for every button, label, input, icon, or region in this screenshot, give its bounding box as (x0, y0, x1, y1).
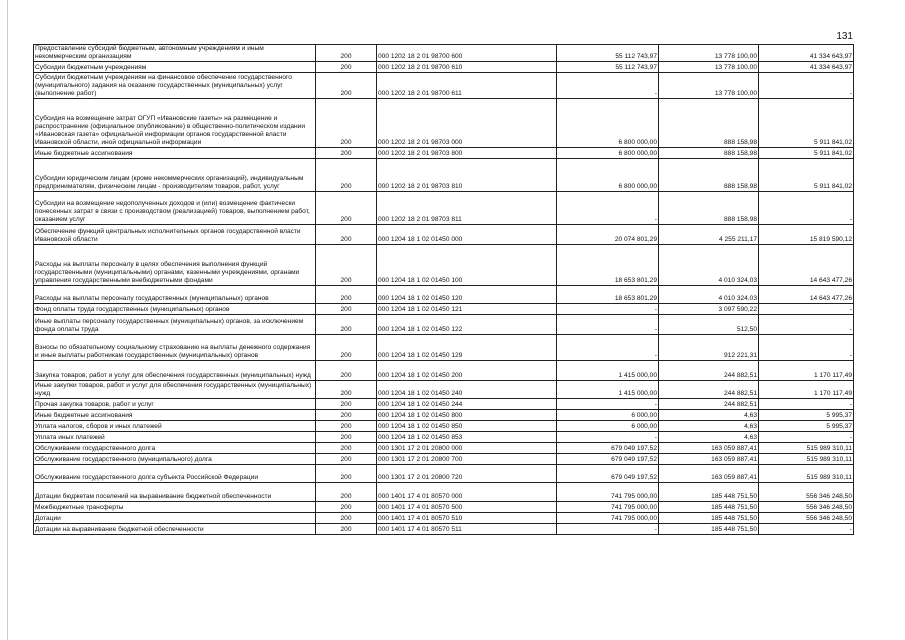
row-name: Обслуживание государственного (муниципального) долга (34, 454, 316, 465)
row-approved: 18 653 801,29 (557, 286, 659, 304)
row-approved: 741 795 000,00 (557, 483, 659, 502)
row-approved: 6 000,00 (557, 421, 659, 432)
table-row (34, 245, 854, 286)
table-row (34, 513, 854, 524)
row-executed: 13 778 100,00 (659, 62, 759, 73)
table-row (34, 524, 854, 535)
table-row (34, 192, 854, 225)
row-budget-code: 000 1401 17 4 01 80570 510 (377, 513, 557, 524)
row-name: Субсидия на возмещение затрат ОГУП «Ивановские газеты» на размещение и распространение (официальное опубликование) в общественно-политическом издании «Ивановская газета» официальной информации органов государственной власти Ивановской области, иной официальной информации (34, 99, 316, 148)
row-name: Предоставление субсидий бюджетным, автономным учреждениям и иным некоммерческим организациям (34, 45, 316, 62)
row-admin-code: 200 (316, 148, 377, 159)
table-row (34, 315, 854, 335)
row-approved: - (557, 335, 659, 361)
row-remaining: 515 989 310,11 (759, 454, 854, 465)
row-executed: 13 778 100,00 (659, 45, 759, 62)
row-name: Дотации бюджетам поселений на выравнивание бюджетной обеспеченности (34, 483, 316, 502)
row-name: Иные выплаты персоналу государственных (муниципальных) органов, за исключением фонда оплаты труда (34, 315, 316, 335)
page-margin-line (7, 0, 8, 640)
row-remaining: 5 911 841,02 (759, 99, 854, 148)
table-row (34, 381, 854, 399)
row-executed: 185 448 751,50 (659, 483, 759, 502)
row-name: Обслуживание государственного долга (34, 443, 316, 454)
row-budget-code: 000 1401 17 4 01 80570 000 (377, 483, 557, 502)
row-executed: 888 158,98 (659, 148, 759, 159)
row-approved: 55 112 743,97 (557, 62, 659, 73)
table-row (34, 502, 854, 513)
row-remaining: 41 334 643,97 (759, 45, 854, 62)
row-remaining: - (759, 432, 854, 443)
row-executed: 185 448 751,50 (659, 502, 759, 513)
table-row (34, 410, 854, 421)
row-approved: 6 000,00 (557, 410, 659, 421)
row-remaining: - (759, 315, 854, 335)
table-row (34, 45, 854, 62)
row-name: Взносы по обязательному социальному страхованию на выплаты денежного содержания и иные выплаты работникам государственных (муниципальных) органов (34, 335, 316, 361)
table-row (34, 483, 854, 502)
row-admin-code: 200 (316, 99, 377, 148)
row-admin-code: 200 (316, 513, 377, 524)
row-name: Уплата налогов, сборов и иных платежей (34, 421, 316, 432)
row-approved: 6 800 000,00 (557, 159, 659, 192)
row-budget-code: 000 1204 18 1 02 01450 200 (377, 361, 557, 381)
row-executed: 3 097 590,22 (659, 304, 759, 315)
table-row (34, 454, 854, 465)
table-row (34, 432, 854, 443)
row-approved: 1 415 000,00 (557, 381, 659, 399)
row-admin-code: 200 (316, 73, 377, 99)
row-remaining: 41 334 643,97 (759, 62, 854, 73)
table-row (34, 99, 854, 148)
row-name: Иные бюджетные ассигнования (34, 148, 316, 159)
row-admin-code: 200 (316, 524, 377, 535)
row-budget-code: 000 1204 18 1 02 01450 120 (377, 286, 557, 304)
row-remaining: 556 346 248,50 (759, 483, 854, 502)
row-executed: 185 448 751,50 (659, 524, 759, 535)
row-remaining: 1 170 117,49 (759, 361, 854, 381)
row-remaining: 556 346 248,50 (759, 513, 854, 524)
table-row (34, 399, 854, 410)
row-budget-code: 000 1204 18 1 02 01450 800 (377, 410, 557, 421)
row-remaining: 15 819 590,12 (759, 225, 854, 245)
row-admin-code: 200 (316, 192, 377, 225)
row-approved: - (557, 399, 659, 410)
row-name: Фонд оплаты труда государственных (муниципальных) органов (34, 304, 316, 315)
row-admin-code: 200 (316, 62, 377, 73)
row-approved: 741 795 000,00 (557, 502, 659, 513)
row-budget-code: 000 1204 18 1 02 01450 853 (377, 432, 557, 443)
row-name: Дотации на выравнивание бюджетной обеспеченности (34, 524, 316, 535)
row-name: Расходы на выплаты персоналу в целях обеспечения выполнения функций государственными (муниципальными) органами, казенными учреждениями, органами управления государственными внебюджетными фондами (34, 245, 316, 286)
row-budget-code: 000 1204 18 1 02 01450 100 (377, 245, 557, 286)
row-budget-code: 000 1204 18 1 02 01450 850 (377, 421, 557, 432)
table-body (34, 45, 854, 535)
row-name: Закупка товаров, работ и услуг для обеспечения государственных (муниципальных) нужд (34, 361, 316, 381)
row-name: Дотации (34, 513, 316, 524)
row-executed: 512,50 (659, 315, 759, 335)
row-executed: 163 059 887,41 (659, 454, 759, 465)
row-approved: 741 795 000,00 (557, 513, 659, 524)
row-name: Обслуживание государственного долга субъекта Российской Федерации (34, 465, 316, 483)
row-executed: 244 882,51 (659, 399, 759, 410)
row-approved: - (557, 432, 659, 443)
row-admin-code: 200 (316, 45, 377, 62)
row-remaining: 515 989 310,11 (759, 465, 854, 483)
row-remaining: 5 995,37 (759, 410, 854, 421)
row-admin-code: 200 (316, 245, 377, 286)
row-approved: 55 112 743,97 (557, 45, 659, 62)
row-budget-code: 000 1204 18 1 02 01450 244 (377, 399, 557, 410)
row-admin-code: 200 (316, 361, 377, 381)
row-remaining: 1 170 117,49 (759, 381, 854, 399)
table-row (34, 286, 854, 304)
table-row (34, 421, 854, 432)
table-row (34, 335, 854, 361)
row-budget-code: 000 1202 18 2 01 98700 611 (377, 73, 557, 99)
row-budget-code: 000 1204 18 1 02 01450 240 (377, 381, 557, 399)
row-name: Прочая закупка товаров, работ и услуг (34, 399, 316, 410)
row-budget-code: 000 1301 17 2 01 20800 720 (377, 465, 557, 483)
row-admin-code: 200 (316, 454, 377, 465)
row-remaining: 556 346 248,50 (759, 502, 854, 513)
row-executed: 4,63 (659, 421, 759, 432)
row-admin-code: 200 (316, 443, 377, 454)
row-budget-code: 000 1204 18 1 02 01450 129 (377, 335, 557, 361)
row-budget-code: 000 1301 17 2 01 20800 700 (377, 454, 557, 465)
table-row (34, 62, 854, 73)
row-executed: 244 882,51 (659, 361, 759, 381)
row-approved: 679 049 197,52 (557, 443, 659, 454)
row-budget-code: 000 1202 18 2 01 98700 610 (377, 62, 557, 73)
row-budget-code: 000 1202 18 2 01 98700 600 (377, 45, 557, 62)
row-admin-code: 200 (316, 465, 377, 483)
row-admin-code: 200 (316, 399, 377, 410)
row-approved: 20 074 801,29 (557, 225, 659, 245)
row-name: Расходы на выплаты персоналу государственных (муниципальных) органов (34, 286, 316, 304)
row-executed: 912 221,31 (659, 335, 759, 361)
row-executed: 163 059 887,41 (659, 443, 759, 454)
budget-execution-table (33, 44, 854, 535)
row-approved: 1 415 000,00 (557, 361, 659, 381)
row-remaining: 14 643 477,26 (759, 286, 854, 304)
row-admin-code: 200 (316, 304, 377, 315)
row-approved: 18 653 801,29 (557, 245, 659, 286)
row-name: Субсидии бюджетным учреждениям (34, 62, 316, 73)
row-approved: 6 800 000,00 (557, 99, 659, 148)
page-number: 131 (836, 31, 853, 42)
row-name: Обеспечение функций центральных исполнительных органов государственной власти Ивановской области (34, 225, 316, 245)
table-row (34, 159, 854, 192)
row-approved: - (557, 192, 659, 225)
row-admin-code: 200 (316, 381, 377, 399)
row-remaining: 5 995,37 (759, 421, 854, 432)
row-name: Субсидии юридическим лицам (кроме некоммерческих организаций), индивидуальным предпринимателям, физическим лицам - производителям товаров, работ, услуг (34, 159, 316, 192)
table-row (34, 148, 854, 159)
row-admin-code: 200 (316, 483, 377, 502)
row-remaining: 515 989 310,11 (759, 443, 854, 454)
table-row (34, 73, 854, 99)
row-admin-code: 200 (316, 432, 377, 443)
row-remaining: - (759, 524, 854, 535)
row-budget-code: 000 1401 17 4 01 80570 511 (377, 524, 557, 535)
row-remaining: - (759, 399, 854, 410)
row-admin-code: 200 (316, 159, 377, 192)
row-approved: 679 049 197,52 (557, 454, 659, 465)
row-executed: 244 882,51 (659, 381, 759, 399)
row-remaining: - (759, 304, 854, 315)
row-executed: 4 010 324,03 (659, 245, 759, 286)
row-executed: 888 158,98 (659, 192, 759, 225)
row-budget-code: 000 1401 17 4 01 80570 500 (377, 502, 557, 513)
row-remaining: 5 911 841,02 (759, 159, 854, 192)
row-executed: 888 158,98 (659, 159, 759, 192)
row-budget-code: 000 1202 18 2 01 98703 800 (377, 148, 557, 159)
table-row (34, 443, 854, 454)
row-budget-code: 000 1202 18 2 01 98703 811 (377, 192, 557, 225)
row-executed: 4 255 211,17 (659, 225, 759, 245)
row-executed: 4,63 (659, 432, 759, 443)
row-executed: 4 010 324,03 (659, 286, 759, 304)
row-name: Уплата иных платежей (34, 432, 316, 443)
row-name: Иные бюджетные ассигнования (34, 410, 316, 421)
row-executed: 888 158,98 (659, 99, 759, 148)
table-row (34, 465, 854, 483)
row-executed: 185 448 751,50 (659, 513, 759, 524)
row-name: Межбюджетные трансферты (34, 502, 316, 513)
row-executed: 4,63 (659, 410, 759, 421)
row-remaining: - (759, 335, 854, 361)
row-admin-code: 200 (316, 410, 377, 421)
row-name: Субсидии бюджетным учреждениям на финансовое обеспечение государственного (муниципального) задания на оказание государственных (муниципальных) услуг (выполнение работ) (34, 73, 316, 99)
row-admin-code: 200 (316, 225, 377, 245)
row-approved: 679 049 197,52 (557, 465, 659, 483)
row-approved: - (557, 524, 659, 535)
row-admin-code: 200 (316, 335, 377, 361)
row-name: Субсидии на возмещение недополученных доходов и (или) возмещение фактически понесенных затрат в связи с производством (реализацией) товаров, выполнением работ, оказанием услуг (34, 192, 316, 225)
row-budget-code: 000 1202 18 2 01 98703 000 (377, 99, 557, 148)
table-row (34, 304, 854, 315)
row-approved: - (557, 73, 659, 99)
row-remaining: - (759, 192, 854, 225)
row-budget-code: 000 1204 18 1 02 01450 122 (377, 315, 557, 335)
row-approved: - (557, 315, 659, 335)
row-admin-code: 200 (316, 421, 377, 432)
row-admin-code: 200 (316, 315, 377, 335)
row-admin-code: 200 (316, 502, 377, 513)
table-row (34, 361, 854, 381)
table-row (34, 225, 854, 245)
row-budget-code: 000 1204 18 1 02 01450 000 (377, 225, 557, 245)
row-budget-code: 000 1301 17 2 01 20800 000 (377, 443, 557, 454)
row-budget-code: 000 1204 18 1 02 01450 121 (377, 304, 557, 315)
row-approved: 6 800 000,00 (557, 148, 659, 159)
row-budget-code: 000 1202 18 2 01 98703 810 (377, 159, 557, 192)
row-name: Иные закупки товаров, работ и услуг для обеспечения государственных (муниципальных) нужд (34, 381, 316, 399)
row-remaining: - (759, 73, 854, 99)
row-executed: 13 778 100,00 (659, 73, 759, 99)
row-approved: - (557, 304, 659, 315)
row-remaining: 5 911 841,02 (759, 148, 854, 159)
row-remaining: 14 643 477,26 (759, 245, 854, 286)
row-admin-code: 200 (316, 286, 377, 304)
row-executed: 163 059 887,41 (659, 465, 759, 483)
